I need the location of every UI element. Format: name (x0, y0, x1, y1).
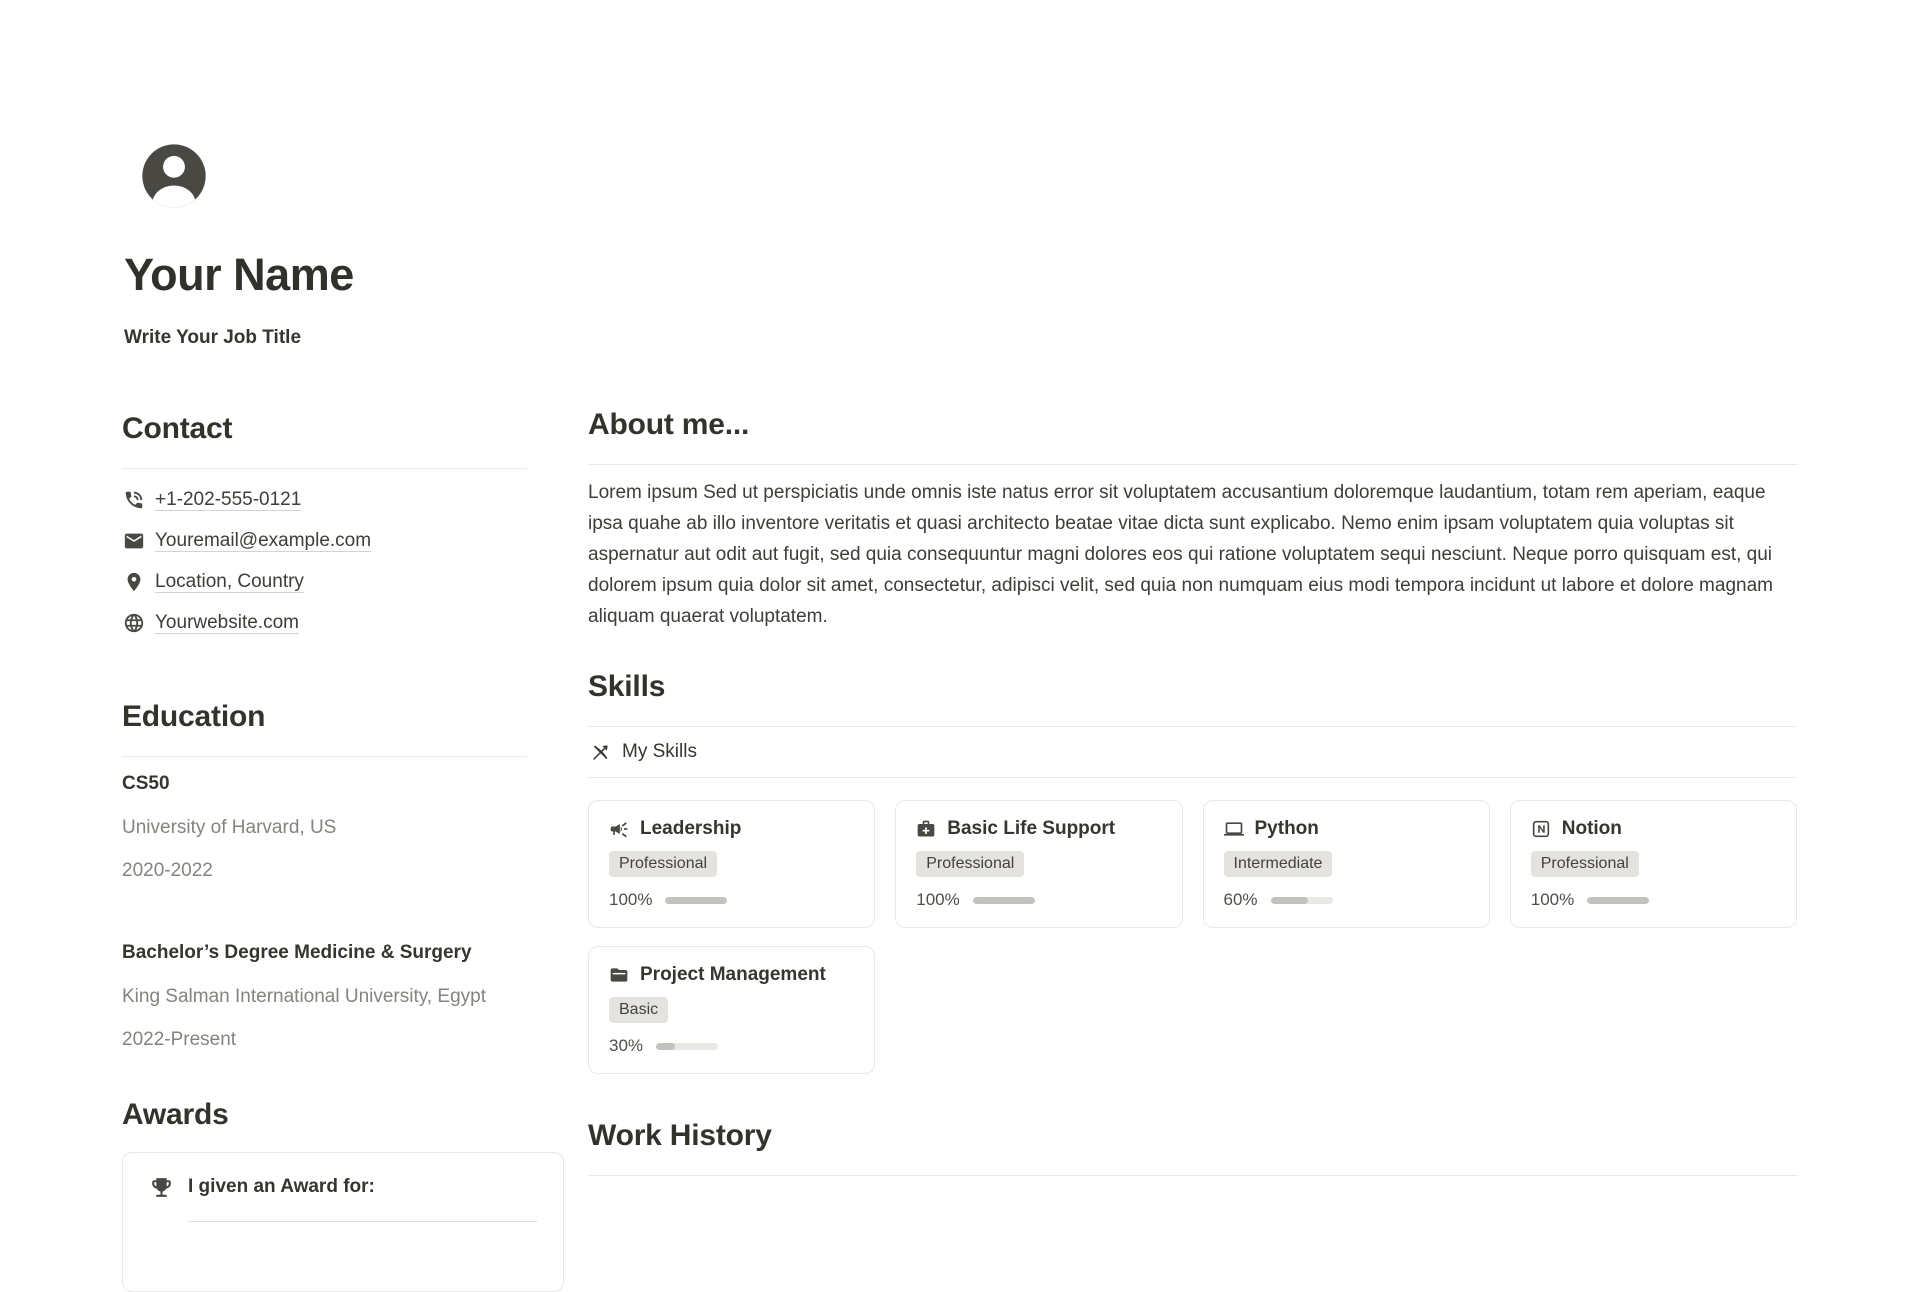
my-skills-label: My Skills (622, 741, 697, 762)
skill-name: Project Management (640, 964, 826, 985)
skill-progress (609, 1036, 854, 1056)
education-years: 2022-Present (122, 1028, 237, 1050)
education-degree: CS50 (122, 772, 170, 794)
skill-card-project-management[interactable] (588, 946, 875, 1074)
avatar[interactable] (136, 138, 212, 214)
phone-link[interactable]: +1-202-555-0121 (155, 489, 302, 510)
email-link[interactable]: Youremail@example.com (155, 530, 372, 551)
location-icon (122, 571, 145, 594)
divider (588, 777, 1797, 778)
progress-bar (665, 897, 727, 904)
page-title: Your Name (124, 249, 354, 300)
skill-percent: 60% (1223, 890, 1258, 909)
divider (122, 756, 527, 757)
job-title: Write Your Job Title (124, 326, 302, 348)
skill-title (609, 818, 854, 840)
contact-heading: Contact (122, 411, 233, 445)
skill-card-python[interactable] (1203, 800, 1490, 928)
skill-level-badge: Intermediate (1224, 851, 1333, 877)
skill-card-basic-life-support[interactable] (895, 800, 1182, 928)
progress-bar (656, 1043, 718, 1050)
skill-level-badge: Professional (916, 851, 1024, 877)
awards-heading: Awards (122, 1097, 229, 1131)
education-degree: Bachelor’s Degree Medicine & Surgery (122, 941, 472, 963)
about-heading: About me... (588, 408, 750, 441)
location-link[interactable]: Location, Country (155, 571, 304, 592)
contact-item-location (122, 562, 527, 603)
skill-title (1224, 818, 1469, 840)
skill-level-badge: Professional (609, 851, 717, 877)
divider (588, 464, 1797, 465)
bow-arrow-icon (590, 742, 611, 763)
contact-item-website (122, 603, 527, 644)
folder-icon (609, 965, 629, 985)
skill-progress (916, 890, 1161, 910)
skill-name: Leadership (640, 818, 742, 839)
globe-icon (122, 612, 145, 635)
skill-progress (1531, 890, 1776, 910)
website-link[interactable]: Yourwebsite.com (155, 612, 299, 633)
skill-card-notion[interactable] (1510, 800, 1797, 928)
skill-title (1531, 818, 1776, 840)
person-icon (136, 138, 212, 214)
progress-bar (1271, 897, 1333, 904)
education-heading: Education (122, 699, 266, 733)
right-column (588, 138, 1797, 1292)
skill-name: Basic Life Support (947, 818, 1116, 839)
megaphone-icon (609, 819, 629, 839)
education-years: 2020-2022 (122, 859, 213, 881)
skill-percent: 100% (1530, 890, 1575, 909)
skills-grid (588, 800, 1797, 1074)
divider (588, 1175, 1797, 1176)
skill-progress (609, 890, 854, 910)
skill-percent: 100% (609, 890, 653, 909)
work-history-heading: Work History (588, 1119, 772, 1152)
education-school: University of Harvard, US (122, 816, 337, 838)
divider (122, 468, 527, 469)
medical-bag-icon (916, 819, 936, 839)
skill-level-badge: Basic (609, 997, 668, 1023)
contact-item-email (122, 521, 527, 562)
award-empty-field[interactable] (188, 1221, 537, 1222)
my-skills-group[interactable] (588, 727, 1797, 777)
skill-name: Python (1254, 818, 1319, 839)
skill-title (609, 964, 854, 986)
education-entry (122, 773, 527, 882)
trophy-icon (149, 1175, 174, 1200)
email-icon (122, 530, 145, 553)
desktop-icon (1224, 819, 1244, 839)
skill-percent: 30% (609, 1036, 644, 1055)
phone-icon (122, 489, 145, 512)
contact-list (122, 480, 527, 644)
skill-title (916, 818, 1161, 840)
contact-item-phone (122, 480, 527, 521)
education-entry (122, 942, 527, 1051)
notion-icon (1531, 819, 1551, 839)
left-column (122, 138, 527, 1292)
skill-level-badge: Professional (1531, 851, 1639, 877)
about-text: Lorem ipsum Sed ut perspiciatis unde omnis iste natus error sit voluptatem accusantium doloremque laudantium, totam rem aperiam, eaque ipsa quahe ab illo inventore veritatis et quasi architecto beatae vitae dicta sunt explicabo. Nemo enim ipsam voluptatem quia voluptas sit aspernatur aut odit aut fugit, sed quia consequuntur magni dolores eos qui ratione voluptatem sequi nesciunt. Neque porro quisquam est, qui dolorem ipsum quia dolor sit amet, consectetur, adipisci velit, sed quia non numquam eius modi tempora incidunt ut labore et dolore magnam aliquam quaerat voluptatem. (588, 482, 1773, 627)
skill-percent: 100% (916, 890, 960, 909)
award-label: I given an Award for: (188, 1176, 375, 1197)
progress-bar (973, 897, 1035, 904)
skill-progress (1224, 890, 1469, 910)
skills-heading: Skills (588, 670, 666, 703)
award-row (149, 1175, 537, 1200)
skill-card-leadership[interactable] (588, 800, 875, 928)
progress-bar (1587, 897, 1649, 904)
award-card[interactable] (122, 1152, 564, 1292)
education-school: King Salman International University, Egypt (122, 985, 486, 1007)
skill-name: Notion (1561, 818, 1622, 839)
